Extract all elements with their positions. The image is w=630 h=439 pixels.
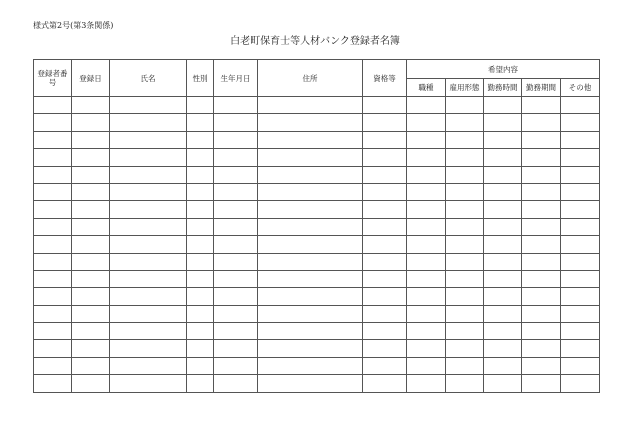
occupation-cell bbox=[407, 131, 446, 148]
occupation-cell bbox=[407, 323, 446, 340]
other-cell bbox=[561, 114, 600, 131]
employment-type-cell bbox=[446, 340, 484, 357]
col-header-employment-period: 勤務期間 bbox=[522, 79, 561, 97]
qualifications-cell bbox=[363, 97, 407, 114]
registration-date-cell bbox=[72, 201, 110, 218]
table-row bbox=[34, 340, 600, 357]
registrant-no-cell bbox=[34, 201, 72, 218]
qualifications-cell bbox=[363, 270, 407, 287]
occupation-cell bbox=[407, 340, 446, 357]
working-hours-cell bbox=[484, 97, 522, 114]
employment-type-cell bbox=[446, 114, 484, 131]
other-cell bbox=[561, 131, 600, 148]
col-header-working-hours: 勤務時間 bbox=[484, 79, 522, 97]
address-cell bbox=[258, 236, 363, 253]
occupation-cell bbox=[407, 305, 446, 322]
qualifications-cell bbox=[363, 236, 407, 253]
gender-cell bbox=[187, 288, 214, 305]
gender-cell bbox=[187, 375, 214, 392]
table-row bbox=[34, 114, 600, 131]
employment-type-cell bbox=[446, 270, 484, 287]
registrant-no-cell bbox=[34, 131, 72, 148]
gender-cell bbox=[187, 166, 214, 183]
address-cell bbox=[258, 218, 363, 235]
gender-cell bbox=[187, 236, 214, 253]
employment-type-cell bbox=[446, 357, 484, 374]
page-title: 白老町保育士等人材バンク登録者名簿 bbox=[230, 36, 400, 47]
qualifications-cell bbox=[363, 288, 407, 305]
working-hours-cell bbox=[484, 218, 522, 235]
working-hours-cell bbox=[484, 288, 522, 305]
table-row bbox=[34, 201, 600, 218]
other-cell bbox=[561, 149, 600, 166]
employment-period-cell bbox=[522, 201, 561, 218]
employment-type-cell bbox=[446, 218, 484, 235]
gender-cell bbox=[187, 114, 214, 131]
registration-date-cell bbox=[72, 323, 110, 340]
registration-date-cell bbox=[72, 340, 110, 357]
employment-type-cell bbox=[446, 183, 484, 200]
employment-period-cell bbox=[522, 270, 561, 287]
employment-type-cell bbox=[446, 166, 484, 183]
col-header-registrant-no: 登録者番号 bbox=[34, 60, 72, 97]
birth-date-cell bbox=[214, 149, 258, 166]
birth-date-cell bbox=[214, 253, 258, 270]
working-hours-cell bbox=[484, 236, 522, 253]
registration-date-cell bbox=[72, 375, 110, 392]
registration-date-cell bbox=[72, 114, 110, 131]
name-cell bbox=[110, 201, 187, 218]
working-hours-cell bbox=[484, 149, 522, 166]
qualifications-cell bbox=[363, 357, 407, 374]
working-hours-cell bbox=[484, 183, 522, 200]
birth-date-cell bbox=[214, 97, 258, 114]
gender-cell bbox=[187, 183, 214, 200]
birth-date-cell bbox=[214, 305, 258, 322]
other-cell bbox=[561, 375, 600, 392]
birth-date-cell bbox=[214, 218, 258, 235]
employment-period-cell bbox=[522, 236, 561, 253]
employment-period-cell bbox=[522, 114, 561, 131]
working-hours-cell bbox=[484, 270, 522, 287]
registration-date-cell bbox=[72, 270, 110, 287]
qualifications-cell bbox=[363, 340, 407, 357]
other-cell bbox=[561, 218, 600, 235]
occupation-cell bbox=[407, 183, 446, 200]
birth-date-cell bbox=[214, 114, 258, 131]
employment-period-cell bbox=[522, 323, 561, 340]
address-cell bbox=[258, 288, 363, 305]
table-row bbox=[34, 97, 600, 114]
employment-type-cell bbox=[446, 236, 484, 253]
registration-date-cell bbox=[72, 305, 110, 322]
registrant-no-cell bbox=[34, 340, 72, 357]
other-cell bbox=[561, 97, 600, 114]
name-cell bbox=[110, 236, 187, 253]
employment-type-cell bbox=[446, 131, 484, 148]
employment-type-cell bbox=[446, 305, 484, 322]
registrant-no-cell bbox=[34, 97, 72, 114]
birth-date-cell bbox=[214, 131, 258, 148]
table-row bbox=[34, 253, 600, 270]
other-cell bbox=[561, 357, 600, 374]
birth-date-cell bbox=[214, 323, 258, 340]
col-header-employment-type: 雇用形態 bbox=[446, 79, 484, 97]
other-cell bbox=[561, 201, 600, 218]
birth-date-cell bbox=[214, 357, 258, 374]
employment-type-cell bbox=[446, 149, 484, 166]
qualifications-cell bbox=[363, 183, 407, 200]
qualifications-cell bbox=[363, 166, 407, 183]
gender-cell bbox=[187, 357, 214, 374]
registrant-rows bbox=[34, 97, 600, 393]
working-hours-cell bbox=[484, 357, 522, 374]
address-cell bbox=[258, 375, 363, 392]
registrant-no-cell bbox=[34, 149, 72, 166]
working-hours-cell bbox=[484, 201, 522, 218]
employment-period-cell bbox=[522, 131, 561, 148]
address-cell bbox=[258, 305, 363, 322]
col-header-address: 住所 bbox=[258, 60, 363, 97]
occupation-cell bbox=[407, 236, 446, 253]
name-cell bbox=[110, 340, 187, 357]
table-row bbox=[34, 166, 600, 183]
employment-period-cell bbox=[522, 97, 561, 114]
working-hours-cell bbox=[484, 114, 522, 131]
col-header-name: 氏名 bbox=[110, 60, 187, 97]
qualifications-cell bbox=[363, 114, 407, 131]
table-row bbox=[34, 149, 600, 166]
registrant-no-cell bbox=[34, 375, 72, 392]
registration-date-cell bbox=[72, 288, 110, 305]
other-cell bbox=[561, 288, 600, 305]
col-header-registration-date: 登録日 bbox=[72, 60, 110, 97]
gender-cell bbox=[187, 253, 214, 270]
gender-cell bbox=[187, 340, 214, 357]
name-cell bbox=[110, 357, 187, 374]
address-cell bbox=[258, 253, 363, 270]
registrant-no-cell bbox=[34, 166, 72, 183]
birth-date-cell bbox=[214, 375, 258, 392]
occupation-cell bbox=[407, 375, 446, 392]
name-cell bbox=[110, 183, 187, 200]
working-hours-cell bbox=[484, 166, 522, 183]
employment-period-cell bbox=[522, 253, 561, 270]
birth-date-cell bbox=[214, 288, 258, 305]
name-cell bbox=[110, 149, 187, 166]
registration-date-cell bbox=[72, 166, 110, 183]
qualifications-cell bbox=[363, 131, 407, 148]
gender-cell bbox=[187, 201, 214, 218]
col-header-other: その他 bbox=[561, 79, 600, 97]
col-header-gender: 性別 bbox=[187, 60, 214, 97]
qualifications-cell bbox=[363, 323, 407, 340]
table-row bbox=[34, 270, 600, 287]
registration-date-cell bbox=[72, 357, 110, 374]
registrant-no-cell bbox=[34, 270, 72, 287]
form-number: 様式第2号(第3条関係) bbox=[33, 21, 114, 30]
col-header-birth-date: 生年月日 bbox=[214, 60, 258, 97]
registrant-no-cell bbox=[34, 218, 72, 235]
table-row bbox=[34, 218, 600, 235]
col-header-qualifications: 資格等 bbox=[363, 60, 407, 97]
employment-period-cell bbox=[522, 149, 561, 166]
qualifications-cell bbox=[363, 305, 407, 322]
name-cell bbox=[110, 375, 187, 392]
registration-date-cell bbox=[72, 183, 110, 200]
address-cell bbox=[258, 114, 363, 131]
other-cell bbox=[561, 166, 600, 183]
gender-cell bbox=[187, 149, 214, 166]
registration-date-cell bbox=[72, 149, 110, 166]
registrant-no-cell bbox=[34, 323, 72, 340]
name-cell bbox=[110, 114, 187, 131]
occupation-cell bbox=[407, 201, 446, 218]
col-header-desired-details: 希望内容 bbox=[407, 60, 600, 79]
working-hours-cell bbox=[484, 375, 522, 392]
employment-type-cell bbox=[446, 288, 484, 305]
name-cell bbox=[110, 305, 187, 322]
gender-cell bbox=[187, 323, 214, 340]
gender-cell bbox=[187, 131, 214, 148]
occupation-cell bbox=[407, 97, 446, 114]
gender-cell bbox=[187, 97, 214, 114]
table-row bbox=[34, 236, 600, 253]
registration-date-cell bbox=[72, 236, 110, 253]
birth-date-cell bbox=[214, 183, 258, 200]
table-row bbox=[34, 375, 600, 392]
other-cell bbox=[561, 253, 600, 270]
address-cell bbox=[258, 270, 363, 287]
name-cell bbox=[110, 131, 187, 148]
employment-type-cell bbox=[446, 201, 484, 218]
registrant-table bbox=[33, 59, 600, 393]
employment-type-cell bbox=[446, 323, 484, 340]
registrant-no-cell bbox=[34, 305, 72, 322]
employment-period-cell bbox=[522, 305, 561, 322]
birth-date-cell bbox=[214, 236, 258, 253]
table-row bbox=[34, 131, 600, 148]
occupation-cell bbox=[407, 288, 446, 305]
other-cell bbox=[561, 340, 600, 357]
name-cell bbox=[110, 270, 187, 287]
table-row bbox=[34, 305, 600, 322]
col-header-occupation: 職種 bbox=[407, 79, 446, 97]
qualifications-cell bbox=[363, 218, 407, 235]
birth-date-cell bbox=[214, 166, 258, 183]
occupation-cell bbox=[407, 357, 446, 374]
qualifications-cell bbox=[363, 201, 407, 218]
address-cell bbox=[258, 97, 363, 114]
table-row bbox=[34, 288, 600, 305]
name-cell bbox=[110, 166, 187, 183]
occupation-cell bbox=[407, 149, 446, 166]
table-row bbox=[34, 357, 600, 374]
working-hours-cell bbox=[484, 323, 522, 340]
occupation-cell bbox=[407, 253, 446, 270]
other-cell bbox=[561, 323, 600, 340]
name-cell bbox=[110, 288, 187, 305]
birth-date-cell bbox=[214, 201, 258, 218]
name-cell bbox=[110, 97, 187, 114]
registrant-no-cell bbox=[34, 114, 72, 131]
employment-type-cell bbox=[446, 97, 484, 114]
registration-date-cell bbox=[72, 218, 110, 235]
table-row bbox=[34, 323, 600, 340]
registrant-no-cell bbox=[34, 183, 72, 200]
working-hours-cell bbox=[484, 131, 522, 148]
birth-date-cell bbox=[214, 340, 258, 357]
occupation-cell bbox=[407, 218, 446, 235]
working-hours-cell bbox=[484, 340, 522, 357]
occupation-cell bbox=[407, 270, 446, 287]
table-row bbox=[34, 183, 600, 200]
qualifications-cell bbox=[363, 375, 407, 392]
employment-type-cell bbox=[446, 375, 484, 392]
employment-period-cell bbox=[522, 357, 561, 374]
registrant-no-cell bbox=[34, 253, 72, 270]
gender-cell bbox=[187, 305, 214, 322]
address-cell bbox=[258, 323, 363, 340]
qualifications-cell bbox=[363, 253, 407, 270]
address-cell bbox=[258, 357, 363, 374]
qualifications-cell bbox=[363, 149, 407, 166]
occupation-cell bbox=[407, 166, 446, 183]
registrant-no-cell bbox=[34, 236, 72, 253]
registration-date-cell bbox=[72, 253, 110, 270]
gender-cell bbox=[187, 218, 214, 235]
occupation-cell bbox=[407, 114, 446, 131]
employment-period-cell bbox=[522, 375, 561, 392]
employment-period-cell bbox=[522, 340, 561, 357]
birth-date-cell bbox=[214, 270, 258, 287]
address-cell bbox=[258, 166, 363, 183]
employment-type-cell bbox=[446, 253, 484, 270]
address-cell bbox=[258, 149, 363, 166]
employment-period-cell bbox=[522, 288, 561, 305]
registrant-no-cell bbox=[34, 288, 72, 305]
registration-date-cell bbox=[72, 131, 110, 148]
employment-period-cell bbox=[522, 166, 561, 183]
registrant-no-cell bbox=[34, 357, 72, 374]
address-cell bbox=[258, 183, 363, 200]
other-cell bbox=[561, 270, 600, 287]
employment-period-cell bbox=[522, 183, 561, 200]
other-cell bbox=[561, 236, 600, 253]
working-hours-cell bbox=[484, 305, 522, 322]
name-cell bbox=[110, 323, 187, 340]
working-hours-cell bbox=[484, 253, 522, 270]
name-cell bbox=[110, 253, 187, 270]
address-cell bbox=[258, 131, 363, 148]
registration-date-cell bbox=[72, 97, 110, 114]
address-cell bbox=[258, 201, 363, 218]
other-cell bbox=[561, 305, 600, 322]
employment-period-cell bbox=[522, 218, 561, 235]
address-cell bbox=[258, 340, 363, 357]
gender-cell bbox=[187, 270, 214, 287]
name-cell bbox=[110, 218, 187, 235]
other-cell bbox=[561, 183, 600, 200]
